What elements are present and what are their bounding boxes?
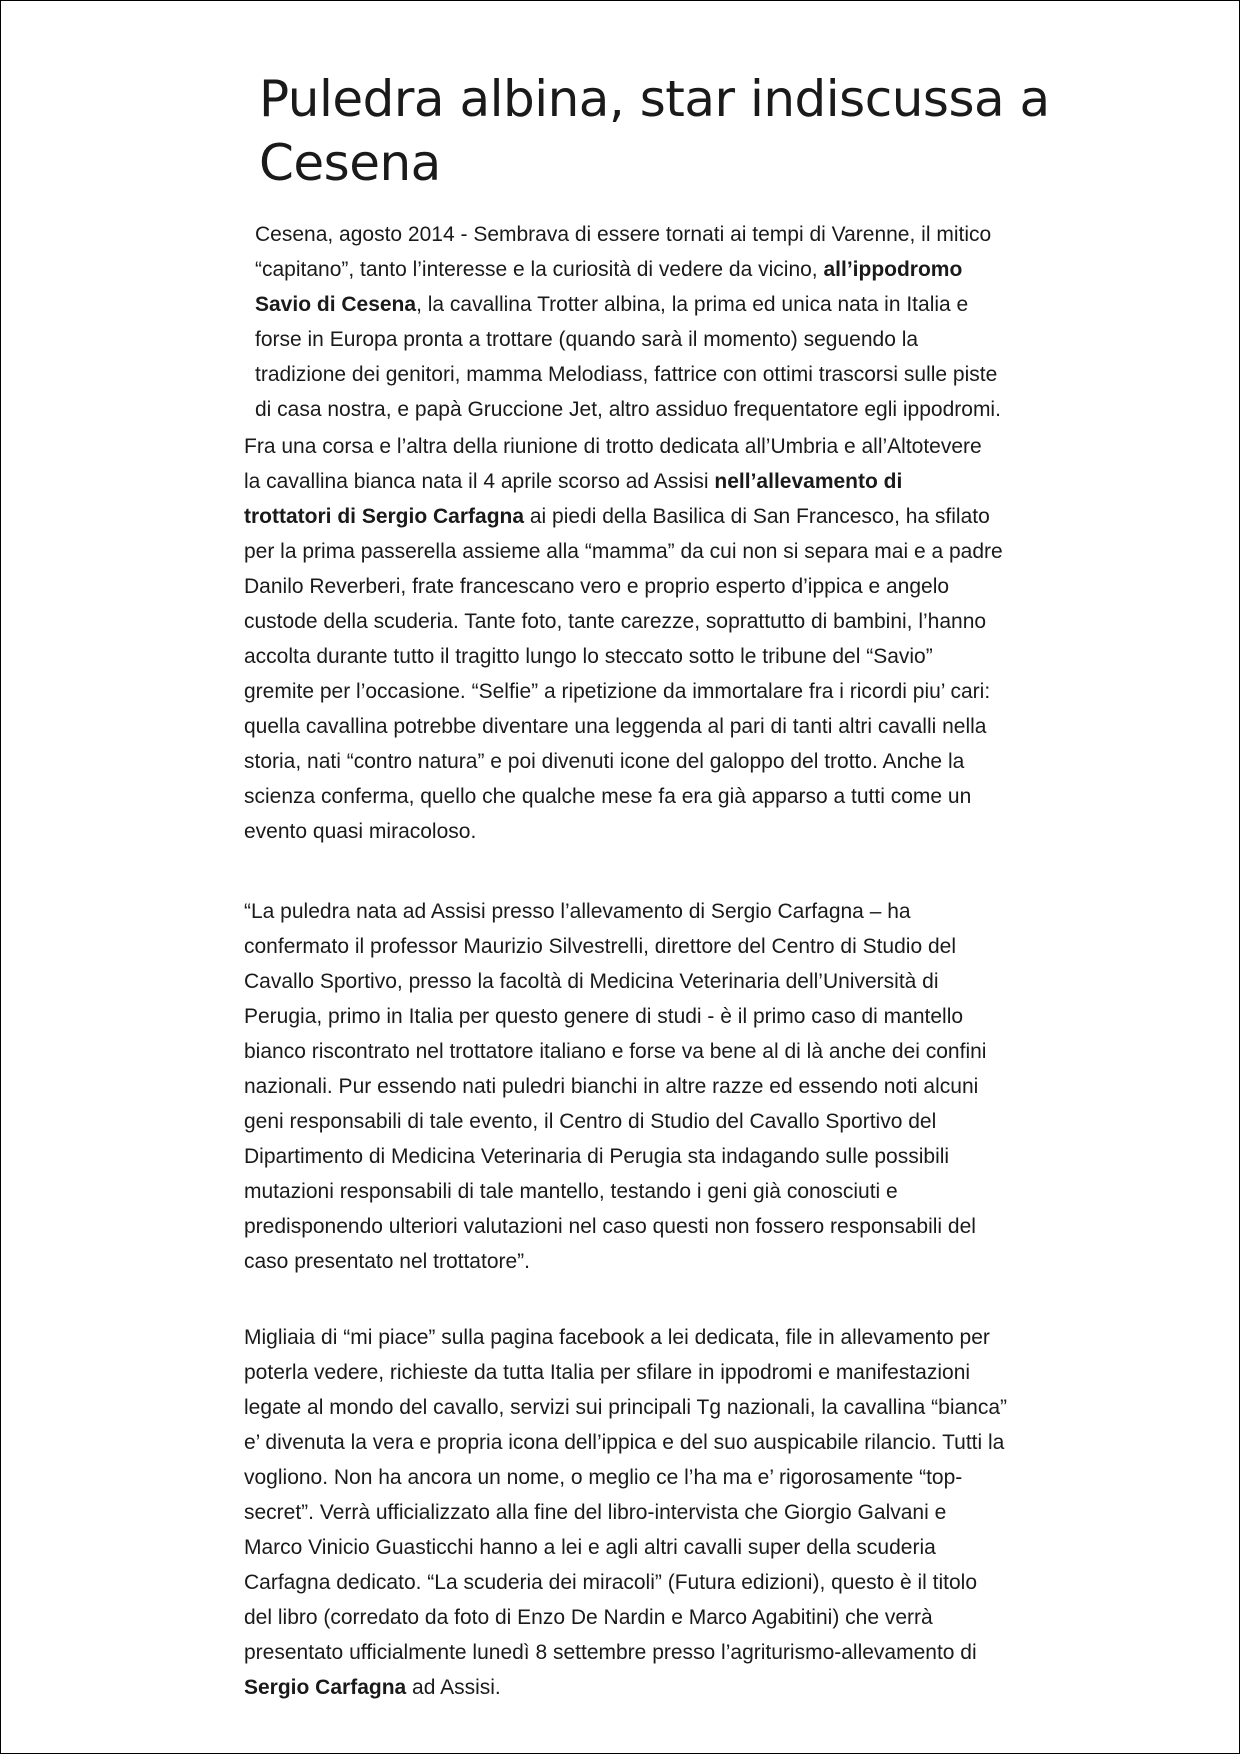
text-line — [244, 1104, 1074, 1139]
text-run: per la prima passerella assieme alla “mamma” da cui non si separa mai e a padre — [244, 540, 1003, 563]
text-line — [255, 322, 1055, 357]
text-line — [244, 429, 1074, 464]
text-run: confermato il professor Maurizio Silvestrelli, direttore del Centro di Studio del — [244, 935, 956, 958]
text-run: di casa nostra, e papà Gruccione Jet, altro assiduo frequentatore egli ippodromi. — [255, 398, 1001, 421]
text-run: scienza conferma, quello che qualche mese fa era già apparso a tutti come un — [244, 785, 972, 808]
text-line — [244, 1495, 1074, 1530]
text-line — [244, 1139, 1074, 1174]
text-line — [244, 929, 1074, 964]
text-run: legate al mondo del cavallo, servizi sui principali Tg nazionali, la cavallina “bianca” — [244, 1396, 1008, 1419]
text-line — [244, 569, 1074, 604]
text-line — [244, 1320, 1074, 1355]
text-run: gremite per l’occasione. “Selfie” a ripetizione da immortalare fra i ricordi piu’ cari: — [244, 680, 991, 703]
text-line — [244, 1600, 1074, 1635]
text-run: presentato ufficialmente lunedì 8 settembre presso l’agriturismo-allevamento di — [244, 1641, 977, 1664]
text-run: Carfagna dedicato. “La scuderia dei miracoli” (Futura edizioni), questo è il titolo — [244, 1571, 978, 1594]
text-run: Migliaia di “mi piace” sulla pagina facebook a lei dedicata, file in allevamento per — [244, 1326, 990, 1349]
text-line — [244, 1209, 1074, 1244]
text-line — [244, 1565, 1074, 1600]
text-line — [255, 287, 1055, 322]
text-line — [244, 1244, 1074, 1279]
bold-text: Savio di Cesena — [255, 293, 417, 316]
text-run: Dipartimento di Medicina Veterinaria di Perugia sta indagando sulle possibili — [244, 1145, 950, 1168]
article-title: Puledra albina, star indiscussa a Cesena — [259, 70, 1050, 192]
text-line — [244, 499, 1074, 534]
text-line — [244, 534, 1074, 569]
text-run: Danilo Reverberi, frate francescano vero e proprio esperto d’ippica e angelo — [244, 575, 950, 598]
text-line — [244, 894, 1074, 929]
text-run: custode della scuderia. Tante foto, tante carezze, soprattutto di bambini, l’hanno — [244, 610, 987, 633]
text-run: Perugia, primo in Italia per questo genere di studi - è il primo caso di mantello — [244, 1005, 964, 1028]
bold-text: all’ippodromo — [823, 258, 963, 281]
text-run: Cesena, agosto 2014 - Sembrava di essere tornati ai tempi di Varenne, il mitico — [255, 223, 992, 246]
text-line — [244, 464, 1074, 499]
text-line — [244, 1635, 1074, 1670]
text-line — [244, 1530, 1074, 1565]
text-run: mutazioni responsabili di tale mantello, testando i geni già conosciuti e — [244, 1180, 898, 1203]
text-run: accolta durante tutto il tragitto lungo lo steccato sotto le tribune del “Savio” — [244, 645, 933, 668]
text-line — [244, 1390, 1074, 1425]
text-run: bianco riscontrato nel trottatore italiano e forse va bene al di là anche dei confini — [244, 1040, 987, 1063]
text-run: “La puledra nata ad Assisi presso l’allevamento di Sergio Carfagna – ha — [244, 900, 911, 923]
text-run: secret”. Verrà ufficializzato alla fine del libro-intervista che Giorgio Galvani e — [244, 1501, 947, 1524]
text-line — [255, 252, 1055, 287]
text-line — [244, 1069, 1074, 1104]
text-run: vogliono. Non ha ancora un nome, o meglio ce l’ha ma e’ rigorosamente “top- — [244, 1466, 963, 1489]
text-run: storia, nati “contro natura” e poi divenuti icone del galoppo del trotto. Anche la — [244, 750, 965, 773]
text-line — [244, 709, 1074, 744]
text-run: del libro (corredato da foto di Enzo De Nardin e Marco Agabitini) che verrà — [244, 1606, 933, 1629]
text-line — [244, 779, 1074, 814]
text-run: quella cavallina potrebbe diventare una leggenda al pari di tanti altri cavalli nella — [244, 715, 987, 738]
text-run: la cavallina bianca nata il 4 aprile scorso ad Assisi — [244, 470, 715, 493]
text-line — [244, 674, 1074, 709]
text-run: ai piedi della Basilica di San Francesco, ha sfilato — [524, 505, 990, 528]
text-line — [255, 357, 1055, 392]
text-run: predisponendo ulteriori valutazioni nel caso questi non fossero responsabili del — [244, 1215, 976, 1238]
text-run: e’ divenuta la vera e propria icona dell’ippica e del suo auspicabile rilancio. Tutti la — [244, 1431, 1005, 1454]
text-line — [244, 604, 1074, 639]
text-run: “capitano”, tanto l’interesse e la curiosità di vedere da vicino, — [255, 258, 824, 281]
text-line — [244, 1034, 1074, 1069]
paragraph-quote — [244, 894, 1074, 1279]
text-line — [244, 1460, 1074, 1495]
text-line — [244, 1670, 1074, 1705]
text-line — [244, 1174, 1074, 1209]
text-line — [244, 1355, 1074, 1390]
text-line — [244, 964, 1074, 999]
text-run: ad Assisi. — [406, 1676, 501, 1699]
text-line — [244, 999, 1074, 1034]
text-run: , la cavallina Trotter albina, la prima ed unica nata in Italia e — [416, 293, 969, 316]
text-line — [244, 814, 1074, 849]
text-line — [244, 639, 1074, 674]
bold-text: Sergio Carfagna — [244, 1676, 407, 1699]
paragraph-book — [244, 1320, 1074, 1705]
text-run: poterla vedere, richieste da tutta Italia per sfilare in ippodromi e manifestazioni — [244, 1361, 971, 1384]
text-line — [255, 217, 1055, 252]
text-run: nazionali. Pur essendo nati puledri bianchi in altre razze ed essendo noti alcuni — [244, 1075, 979, 1098]
bold-text: nell’allevamento di — [714, 470, 903, 493]
paragraph-intro — [255, 217, 1055, 427]
text-run: tradizione dei genitori, mamma Melodiass, fattrice con ottimi trascorsi sulle piste — [255, 363, 998, 386]
text-run: forse in Europa pronta a trottare (quando sarà il momento) seguendo la — [255, 328, 919, 351]
text-run: Marco Vinicio Guasticchi hanno a lei e agli altri cavalli super della scuderia — [244, 1536, 936, 1559]
text-run: Cavallo Sportivo, presso la facoltà di Medicina Veterinaria dell’Università di — [244, 970, 939, 993]
text-run: Fra una corsa e l’altra della riunione di trotto dedicata all’Umbria e all’Altotevere — [244, 435, 982, 458]
paragraph-parade — [244, 429, 1074, 849]
text-run: evento quasi miracoloso. — [244, 820, 477, 843]
text-run: geni responsabili di tale evento, il Centro di Studio del Cavallo Sportivo del — [244, 1110, 937, 1133]
text-line — [255, 392, 1055, 427]
text-run: caso presentato nel trottatore”. — [244, 1250, 530, 1273]
text-line — [244, 744, 1074, 779]
text-line — [244, 1425, 1074, 1460]
bold-text: trottatori di Sergio Carfagna — [244, 505, 525, 528]
